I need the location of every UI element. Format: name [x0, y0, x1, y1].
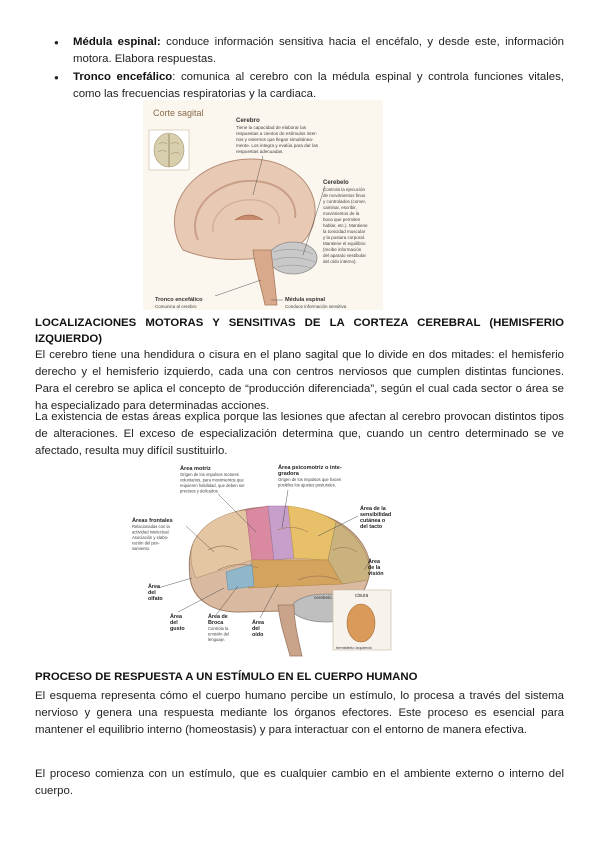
fig2-oido-title: Área del oído: [252, 620, 264, 638]
fig2-motriz-title: Área motriz: [180, 466, 211, 472]
fig1-tronco-text: Comunica al cerebro: [155, 304, 197, 309]
text-tronco: : comunica al cerebro con la médula espinal y controla funciones vitales, como las frecuencias respiratorias y la cardiaca.: [73, 71, 564, 100]
fig2-broca-title: Área de Broca: [208, 614, 228, 626]
fig1-cerebelo-title: Cerebelo: [323, 180, 349, 186]
bullet-list: [50, 34, 564, 104]
fig2-frontales-text: Relacionadas con la actividad intelectual. Asociación y elabo- ración del pen- samiento.: [132, 524, 170, 551]
fig2-psico-title: Área psicomotriz o inte- gradora: [278, 465, 342, 477]
fig1-tronco-title: Tronco encefálico: [155, 297, 203, 303]
fig1-cerebro-text: Tiene la capacidad de elaborar las respuestas a cientos de estímulos inter- nos y externos que llegan simultánea- mente. Los integra y evalúa para dar las respuestas adecuadas.: [236, 125, 318, 154]
fig2-hemisferio: hemisferio izquierdo: [336, 645, 372, 650]
bullet-tronco: [50, 69, 564, 103]
fig1-title: Corte sagital: [153, 108, 204, 118]
paragraph-estimulo: El proceso comienza con un estímulo, que es cualquier cambio en el ambiente externo o interno del cuerpo.: [35, 768, 564, 797]
fig2-gusto-title: Área del gusto: [170, 614, 185, 632]
text-medula: conduce información sensitiva hacia el encéfalo, y desde este, información motora. Elabora respuestas.: [73, 36, 564, 65]
fig2-psico-text: Origen de los impulsos que hacen posibles los ajustes posturales.: [278, 477, 342, 488]
fig2-motriz-text: Origen de los impulsos motores voluntarios, para movimientos que requieren habilidad, que deben ser precisos y delicados.: [180, 472, 245, 494]
cerebellum-shape: [269, 242, 317, 274]
fig1-medula-text: Conduce información sensitiva: [285, 304, 347, 309]
fig1-cerebro-title: Cerebro: [236, 117, 260, 124]
heading-localizaciones: LOCALIZACIONES MOTORAS Y SENSITIVAS DE LA CORTEZA CEREBRAL (HEMISFERIO IZQUIERDO): [35, 317, 564, 345]
sagittal-section-figure: [143, 100, 383, 310]
fig2-vision-title: Área de la visión: [368, 559, 384, 577]
paragraph-cerebro: El cerebro tiene una hendidura o cisura en el plano sagital que lo divide en dos mitades: el hemisferio derecho y el hemisferio izquierdo, cada una con centros nerviosos que cumplen distintas funciones. Para el cerebro se aplica el concepto de “producción diferenciada”, según el cual cada sector o área se ha especializado para determinadas acciones.: [35, 349, 564, 412]
fig1-cerebelo-text: Controla la ejecución de movimientos finos y controlados (comer, caminar, escribir, movimientos de la boca que permiten hablar, etc.). Mantiene la tonicidad muscular y la postura corporal. Mantiene el equilibrio (recibe información del aparato vestibular del oído interno).: [323, 187, 368, 264]
fig1-medula-title: Médula espinal: [285, 297, 326, 303]
fig2-olfato-title: Área del olfato: [148, 584, 163, 602]
hemisphere-inset-icon: [347, 604, 375, 642]
bullet-medula: [50, 34, 564, 68]
fig2-broca-text: Controla la emisión del lenguaje.: [208, 626, 230, 642]
fig2-cisura: cisura: [355, 593, 369, 599]
paragraph-esquema: El esquema representa cómo el cuerpo humano percibe un estímulo, lo procesa a través del sistema nervioso y genera una respuesta mediante los órganos efectores. Este proceso es esencial para mantener el equilibrio interno (homeostasis) y para interactuar con el entorno de manera efectiva.: [35, 690, 564, 736]
auditory-area-shape: [248, 560, 342, 588]
cortex-areas-figure: [128, 460, 398, 658]
term-medula: Médula espinal:: [73, 36, 161, 48]
heading-proceso: PROCESO DE RESPUESTA A UN ESTÍMULO EN EL CUERPO HUMANO: [35, 671, 418, 683]
term-tronco: Tronco encefálico: [73, 71, 173, 83]
fig2-frontales-title: Áreas frontales: [132, 518, 173, 524]
fig2-sensibilidad-title: Área de la sensibilidad cutánea o del tacto: [360, 506, 392, 530]
fig2-cerebelo: cerebelo: [314, 595, 332, 600]
paragraph-lesiones: La existencia de estas áreas explica porque las lesiones que afectan al cerebro provocan distintos tipos de alteraciones. El exceso de especialización determina que, cuando un centro determinado se ve afectado, resulta muy difícil sustituirlo.: [35, 411, 564, 457]
